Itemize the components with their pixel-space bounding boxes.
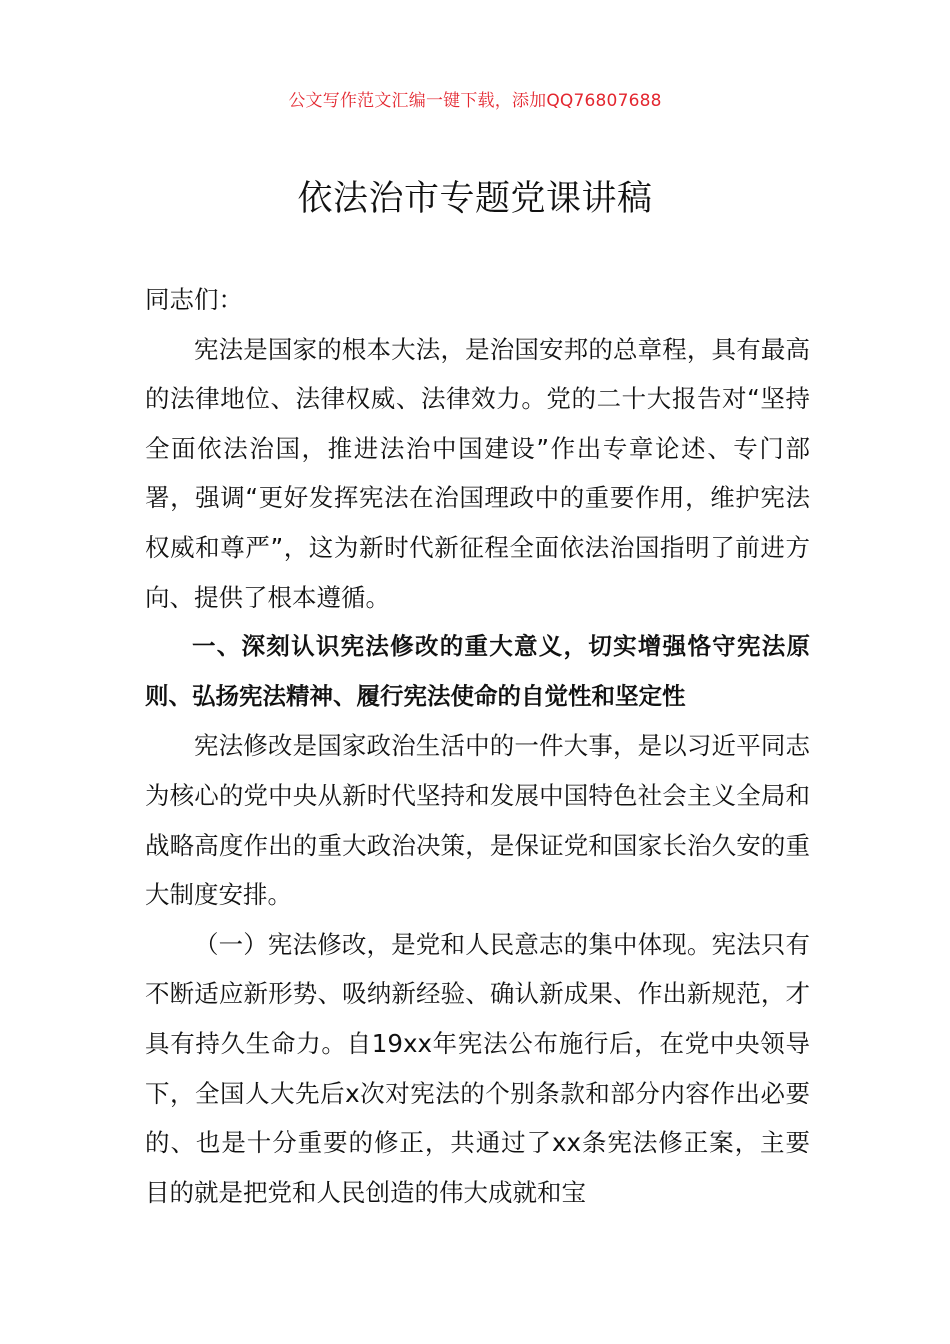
paragraph-subsection-1: （一）宪法修改，是党和人民意志的集中体现。宪法只有不断适应新形势、吸纳新经验、确认新成果、作出新规范，才具有持久生命力。自19xx年宪法公布施行后，在党中央领导下，全国人大先后x次对宪法的个别条款和部分内容作出必要的、也是十分重要的修正，共通过了xx条宪法修正案，主要目的就是把党和人民创造的伟大成就和宝 [145, 929, 810, 1207]
document-title: 依法治市专题党课讲稿 [297, 179, 653, 219]
document-body [145, 275, 810, 1217]
download-banner: 公文写作范文汇编一键下载，添加QQ76807688 [288, 91, 662, 111]
paragraph-section-1: 宪法修改是国家政治生活中的一件大事，是以习近平同志为核心的党中央从新时代坚持和发展中国特色社会主义全局和战略高度作出的重大政治决策，是保证党和国家长治久安的重大制度安排。 [145, 731, 810, 910]
section-heading-1: 一、深刻认识宪法修改的重大意义，切实增强恪守宪法原则、弘扬宪法精神、履行宪法使命的自觉性和坚定性 [145, 632, 810, 710]
paragraph-intro: 宪法是国家的根本大法，是治国安邦的总章程，具有最高的法律地位、法律权威、法律效力。党的二十大报告对“坚持全面依法治国，推进法治中国建设”作出专章论述、专门部署，强调“更好发挥宪法在治国理政中的重要作用，维护宪法权威和尊严”，这为新时代新征程全面依法治国指明了前进方向、提供了根本遵循。 [145, 334, 810, 612]
salutation: 同志们： [145, 285, 243, 314]
